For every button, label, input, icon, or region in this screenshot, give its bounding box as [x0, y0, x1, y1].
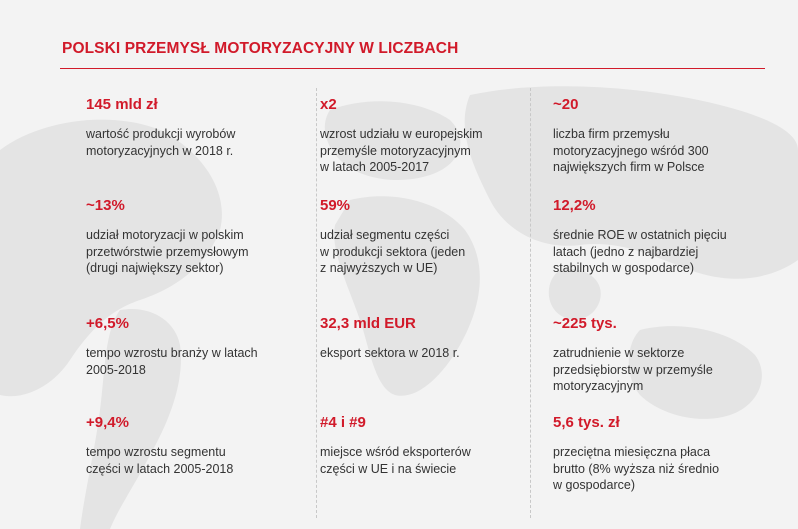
title-underline — [60, 68, 765, 69]
stat-card — [320, 96, 520, 176]
stat-card — [86, 96, 286, 159]
stat-card — [553, 197, 753, 277]
stat-description-line: przemyśle motoryzacyjnym — [320, 143, 471, 158]
stat-description-line: zatrudnienie w sektorze — [553, 346, 685, 360]
stat-description-line: udział motoryzacji w polskim — [86, 228, 244, 242]
stat-description-line: stabilnych w gospodarce) — [553, 261, 695, 275]
stat-card — [320, 197, 520, 277]
stat-description-line: brutto (8% wyższa niż średnio — [553, 461, 720, 476]
stat-card — [86, 315, 286, 378]
stat-description-line: z najwyższych w UE) — [320, 261, 438, 275]
stat-card — [553, 414, 753, 494]
page-title: POLSKI PRZEMYSŁ MOTORYZACYJNY W LICZBACH — [62, 40, 459, 57]
stat-description-line: tempo wzrostu branży w latach — [86, 346, 258, 360]
stat-value: 32,3 mld EUR — [320, 315, 416, 332]
stat-description — [320, 126, 520, 176]
stat-value: x2 — [320, 96, 337, 113]
stat-description-line: motoryzacyjnych w 2018 r. — [86, 143, 234, 158]
stat-value: 5,6 tys. zł — [553, 414, 620, 431]
stat-description-line: w gospodarce) — [553, 478, 635, 492]
stat-description-line: wartość produkcji wyrobów — [86, 127, 236, 141]
stat-value: +6,5% — [86, 315, 129, 332]
stat-description — [320, 227, 520, 277]
stat-description — [553, 227, 753, 277]
stat-description — [320, 444, 520, 477]
stat-description-line: latach (jedno z najbardziej — [553, 244, 699, 259]
stat-description-line: przeciętna miesięczna płaca — [553, 445, 711, 459]
stat-value: 145 mld zł — [86, 96, 158, 113]
stat-description-line: miejsce wśród eksporterów — [320, 445, 471, 459]
stat-value: #4 i #9 — [320, 414, 366, 431]
stat-card — [320, 315, 520, 362]
stat-description-line: w latach 2005-2017 — [320, 160, 430, 174]
stat-description-line: udział segmentu części — [320, 228, 450, 242]
stat-value: ~225 tys. — [553, 315, 617, 332]
stat-value: 59% — [320, 197, 351, 214]
stat-description — [553, 126, 753, 176]
stat-value: ~13% — [86, 197, 125, 214]
stat-card — [86, 414, 286, 477]
column-divider — [530, 88, 531, 518]
stat-card — [320, 414, 520, 477]
stat-card — [553, 96, 753, 176]
stat-description — [86, 227, 286, 277]
stat-description-line: 2005-2018 — [86, 362, 146, 377]
stat-description-line: części w latach 2005-2018 — [86, 461, 234, 476]
stat-description-line: przedsiębiorstw w przemyśle — [553, 362, 713, 377]
stat-description-line: przetwórstwie przemysłowym — [86, 244, 249, 259]
stat-description-line: średnie ROE w ostatnich pięciu — [553, 228, 727, 242]
stat-value: 12,2% — [553, 197, 596, 214]
stat-description-line: (drugi największy sektor) — [86, 261, 224, 275]
stat-description — [553, 444, 753, 494]
stat-description-line: części w UE i na świecie — [320, 461, 457, 476]
stat-description-line: eksport sektora w 2018 r. — [320, 346, 460, 360]
stat-description-line: wzrost udziału w europejskim — [320, 127, 483, 141]
stat-description — [86, 345, 286, 378]
stat-description-line: motoryzacyjnym — [553, 379, 644, 393]
stat-description-line: liczba firm przemysłu — [553, 127, 670, 141]
stat-value: +9,4% — [86, 414, 129, 431]
stat-description — [86, 444, 286, 477]
stat-description-line: tempo wzrostu segmentu — [86, 445, 226, 459]
stat-description — [86, 126, 286, 159]
stat-description-line: motoryzacyjnego wśród 300 — [553, 143, 709, 158]
stat-description-line: największych firm w Polsce — [553, 160, 705, 174]
stat-description — [320, 345, 520, 362]
stat-value: ~20 — [553, 96, 579, 113]
stat-card — [553, 315, 753, 395]
stat-card — [86, 197, 286, 277]
stat-description-line: w produkcji sektora (jeden — [320, 244, 466, 259]
column-divider — [316, 88, 317, 518]
stat-description — [553, 345, 753, 395]
